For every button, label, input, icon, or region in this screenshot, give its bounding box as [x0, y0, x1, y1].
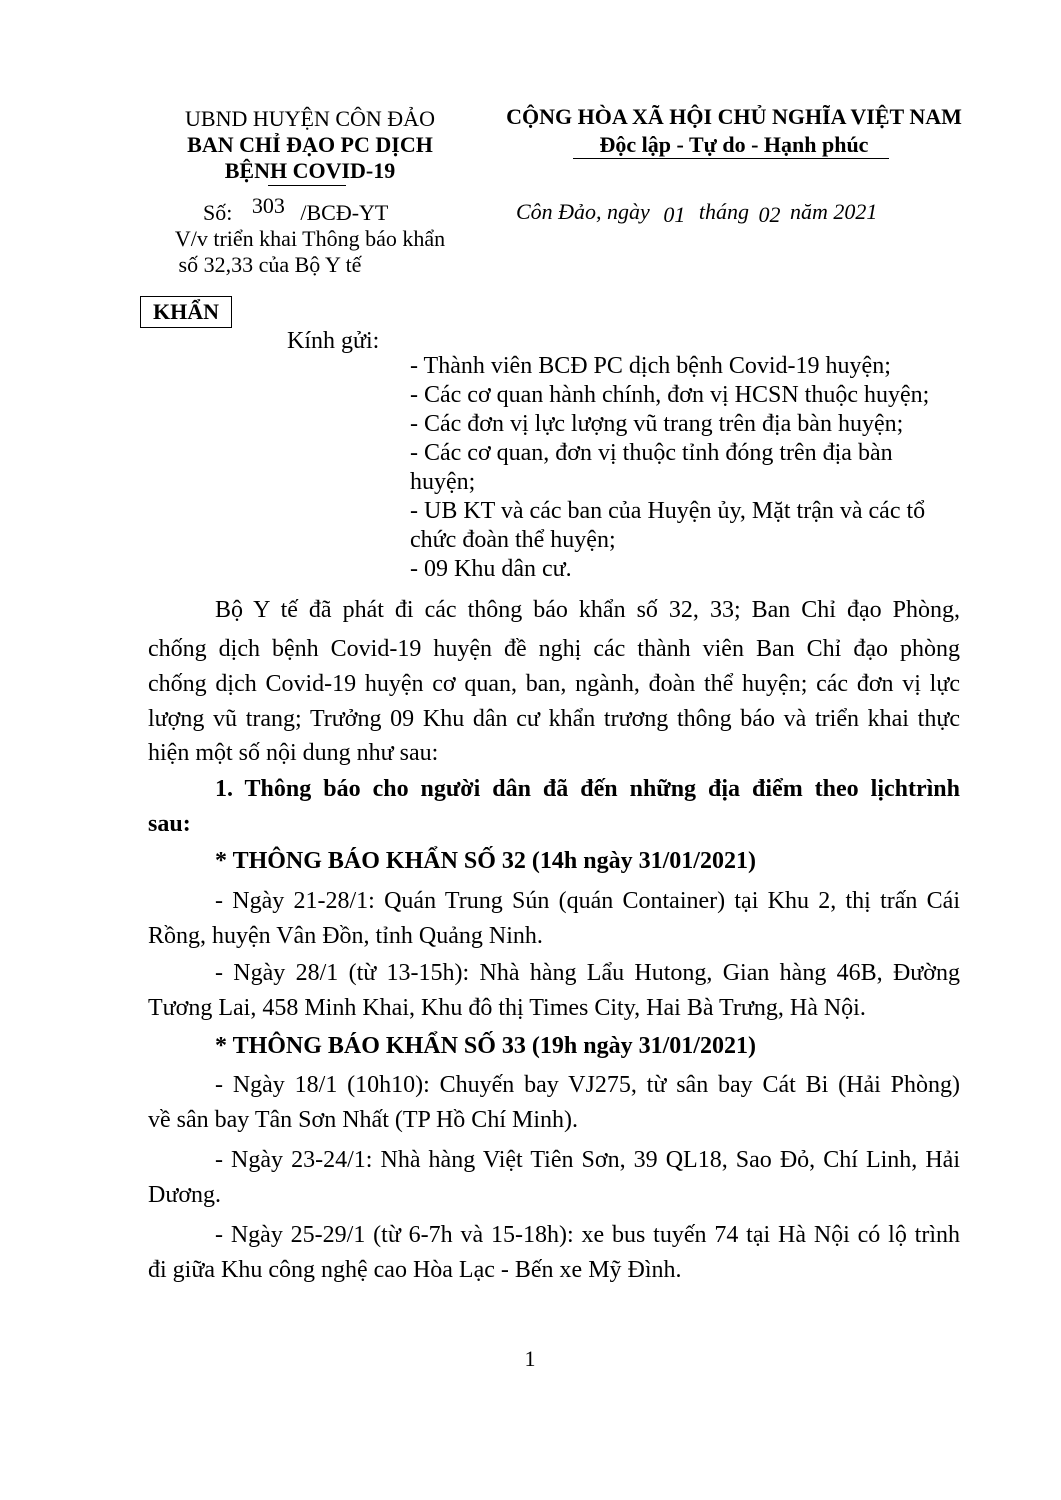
notice-32-item-2-cont: Tương Lai, 458 Minh Khai, Khu đô thị Times City, Hai Bà Trưng, Hà Nội.: [148, 995, 866, 1021]
notice-33-item-3-cont: đi giữa Khu công nghệ cao Hòa Lạc - Bến xe Mỹ Đình.: [148, 1257, 682, 1283]
recipient-item: - UB KT và các ban của Huyện ủy, Mặt trận và các tổ: [410, 498, 926, 524]
notice-33-title: * THÔNG BÁO KHẨN SỐ 33 (19h ngày 31/01/2021): [215, 1033, 756, 1059]
date-month-label: tháng: [698, 199, 749, 224]
intro-line-3: chống dịch Covid-19 huyện cơ quan, ban, ngành, đoàn thể huyện; các đơn vị lực: [148, 671, 960, 697]
so-suffix: /BCĐ-YT: [300, 200, 389, 225]
so-number: 303: [251, 193, 285, 218]
page-number: 1: [524, 1346, 536, 1371]
motto: Độc lập - Tự do - Hạnh phúc: [599, 132, 869, 157]
org-line-1: UBND HUYỆN CÔN ĐẢO: [185, 106, 435, 131]
subject-line-1: V/v triển khai Thông báo khẩn: [174, 226, 446, 251]
recipient-item: - Thành viên BCĐ PC dịch bệnh Covid-19 huyện;: [410, 353, 891, 379]
urgent-stamp: KHẨN: [140, 296, 232, 328]
recipients-label: Kính gửi:: [287, 328, 380, 354]
intro-line-2: chống dịch bệnh Covid-19 huyện đề nghị các thành viên Ban Chỉ đạo phòng: [148, 636, 960, 662]
document-number: [203, 193, 389, 226]
intro-line-4: lượng vũ trang; Trưởng 09 Khu dân cư khẩn trương thông báo và triển khai thực: [148, 706, 960, 732]
recipient-item: chức đoàn thể huyện;: [410, 527, 616, 553]
section-1-heading: 1. Thông báo cho người dân đã đến những địa điểm theo lịchtrình: [215, 776, 960, 802]
date-year: năm 2021: [789, 199, 878, 224]
notice-33-item-2-cont: Dương.: [148, 1182, 222, 1208]
intro-line-5: hiện một số nội dung như sau:: [148, 740, 439, 766]
date-place: Côn Đảo, ngày: [516, 199, 650, 224]
recipient-item: - 09 Khu dân cư.: [410, 556, 572, 582]
recipient-item: huyện;: [410, 469, 476, 495]
org-line-2: BAN CHỈ ĐẠO PC DỊCH: [187, 132, 433, 157]
org-underline: [268, 185, 346, 186]
recipient-item: - Các cơ quan hành chính, đơn vị HCSN thuộc huyện;: [410, 382, 930, 408]
subject-line-2: số 32,33 của Bộ Y tế: [178, 252, 362, 277]
nation-title: CỘNG HÒA XÃ HỘI CHỦ NGHĨA VIỆT NAM: [506, 104, 962, 129]
date-day: 01: [663, 202, 686, 227]
intro-line-1: Bộ Y tế đã phát đi các thông báo khẩn số 32, 33; Ban Chỉ đạo Phòng,: [215, 597, 960, 623]
notice-33-item-2: - Ngày 23-24/1: Nhà hàng Việt Tiên Sơn, 39 QL18, Sao Đỏ, Chí Linh, Hải: [215, 1147, 960, 1173]
notice-32-item-1-cont: Rồng, huyện Vân Đồn, tỉnh Quảng Ninh.: [148, 923, 543, 949]
notice-33-item-3: - Ngày 25-29/1 (từ 6-7h và 15-18h): xe bus tuyến 74 tại Hà Nội có lộ trình: [215, 1222, 960, 1248]
recipient-item: - Các cơ quan, đơn vị thuộc tỉnh đóng trên địa bàn: [410, 440, 893, 466]
notice-32-item-2: - Ngày 28/1 (từ 13-15h): Nhà hàng Lẩu Hutong, Gian hàng 46B, Đường: [215, 960, 960, 986]
notice-32-item-1: - Ngày 21-28/1: Quán Trung Sún (quán Container) tại Khu 2, thị trấn Cái: [215, 888, 960, 914]
recipient-item: - Các đơn vị lực lượng vũ trang trên địa bàn huyện;: [410, 411, 904, 437]
notice-33-item-1: - Ngày 18/1 (10h10): Chuyến bay VJ275, từ sân bay Cát Bi (Hải Phòng): [215, 1072, 960, 1098]
section-1-heading-cont: sau:: [148, 811, 191, 837]
notice-33-item-1-cont: về sân bay Tân Sơn Nhất (TP Hồ Chí Minh).: [148, 1107, 578, 1133]
so-label: Số:: [203, 200, 233, 225]
org-line-3: BỆNH COVID-19: [224, 158, 396, 183]
date-month: 02: [758, 202, 781, 227]
date-line: [516, 199, 877, 225]
notice-32-title: * THÔNG BÁO KHẨN SỐ 32 (14h ngày 31/01/2021): [215, 848, 756, 874]
motto-underline: [573, 158, 889, 159]
